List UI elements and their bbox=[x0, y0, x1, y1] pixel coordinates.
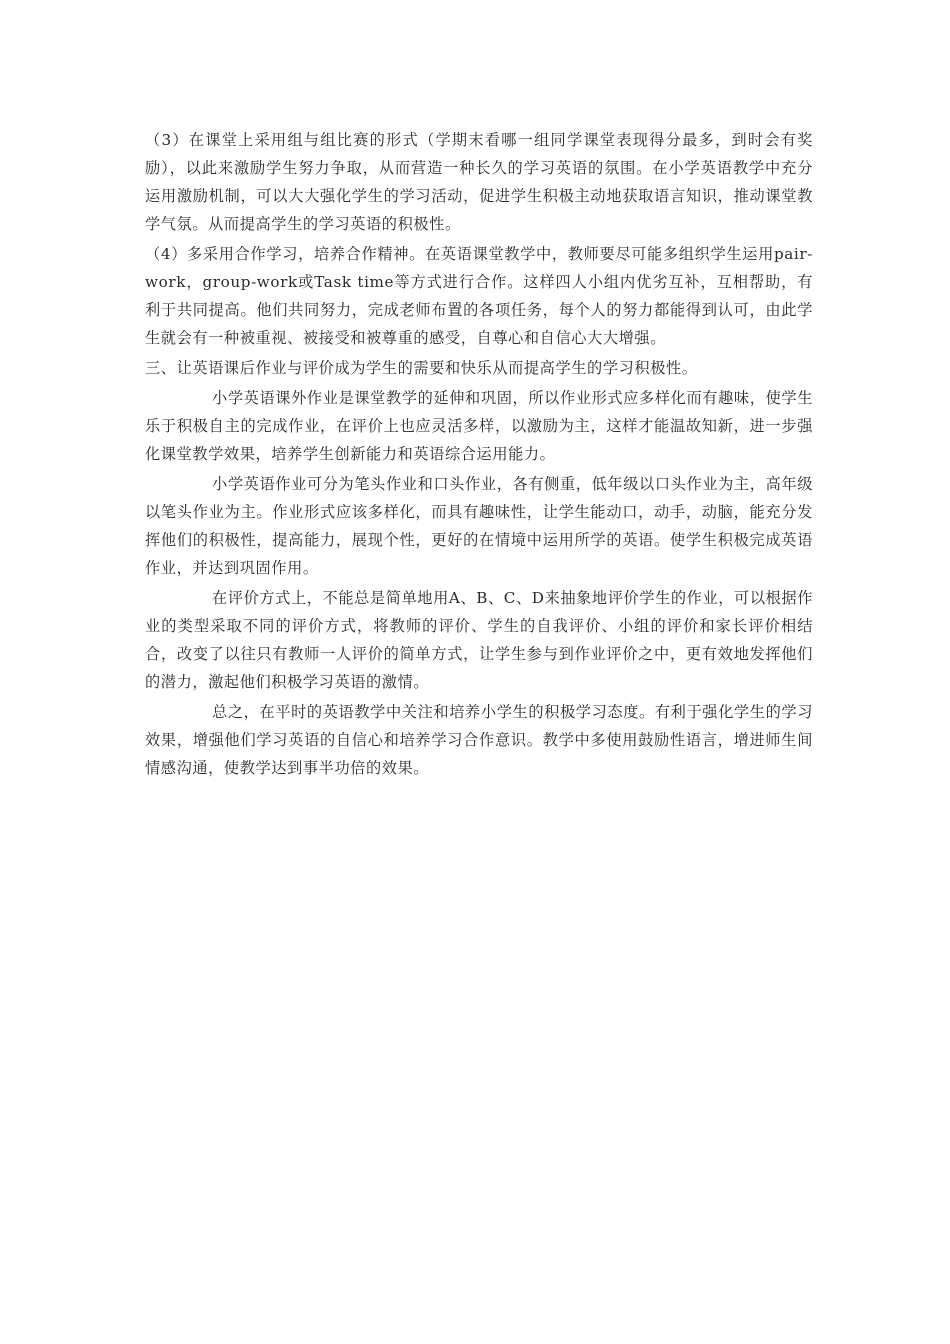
paragraph-conclusion: 总之，在平时的英语教学中关注和培养小学生的积极学习态度。有利于强化学生的学习效果，增强他们学习英语的自信心和培养学习合作意识。教学中多使用鼓励性语言，增进师生间情感沟通，使教学达到事半功倍的效果。 bbox=[145, 703, 813, 777]
document-body bbox=[145, 126, 813, 784]
paragraph-item-3: （3）在课堂上采用组与组比赛的形式（学期末看哪一组同学课堂表现得分最多，到时会有奖励），以此来激励学生努力争取，从而营造一种长久的学习英语的氛围。在小学英语教学中充分运用激励机制，可以大大强化学生的学习活动，促进学生积极主动地获取语言知识，推动课堂教学气氛。从而提高学生的学习英语的积极性。 bbox=[145, 131, 813, 233]
section-heading-3: 三、让英语课后作业与评价成为学生的需要和快乐从而提高学生的学习积极性。 bbox=[145, 359, 698, 377]
paragraph-evaluation: 在评价方式上，不能总是简单地用A、B、C、D来抽象地评价学生的作业，可以根据作业的类型采取不同的评价方式，将教师的评价、学生的自我评价、小组的评价和家长评价相结合，改变了以往只有教师一人评价的简单方式，让学生参与到作业评价之中，更有效地发挥他们的潜力，激起他们积极学习英语的激情。 bbox=[145, 589, 813, 691]
paragraph-item-4: （4）多采用合作学习，培养合作精神。在英语课堂教学中，教师要尽可能多组织学生运用pair-work，group-work或Task time等方式进行合作。这样四人小组内优劣互补，互相帮助，有利于共同提高。他们共同努力，完成老师布置的各项任务，每个人的努力都能得到认可，由此学生就会有一种被重视、被接受和被尊重的感受，自尊心和自信心大大增强。 bbox=[145, 245, 813, 347]
paragraph-homework-intro: 小学英语课外作业是课堂教学的延伸和巩固，所以作业形式应多样化而有趣味，使学生乐于积极自主的完成作业，在评价上也应灵活多样，以激励为主，这样才能温故知新，进一步强化课堂教学效果，培养学生创新能力和英语综合运用能力。 bbox=[145, 389, 813, 463]
paragraph-homework-types: 小学英语作业可分为笔头作业和口头作业，各有侧重，低年级以口头作业为主，高年级以笔头作业为主。作业形式应该多样化，而具有趣味性，让学生能动口，动手，动脑，能充分发挥他们的积极性，提高能力，展现个性，更好的在情境中运用所学的英语。使学生积极完成英语作业，并达到巩固作用。 bbox=[145, 475, 813, 577]
